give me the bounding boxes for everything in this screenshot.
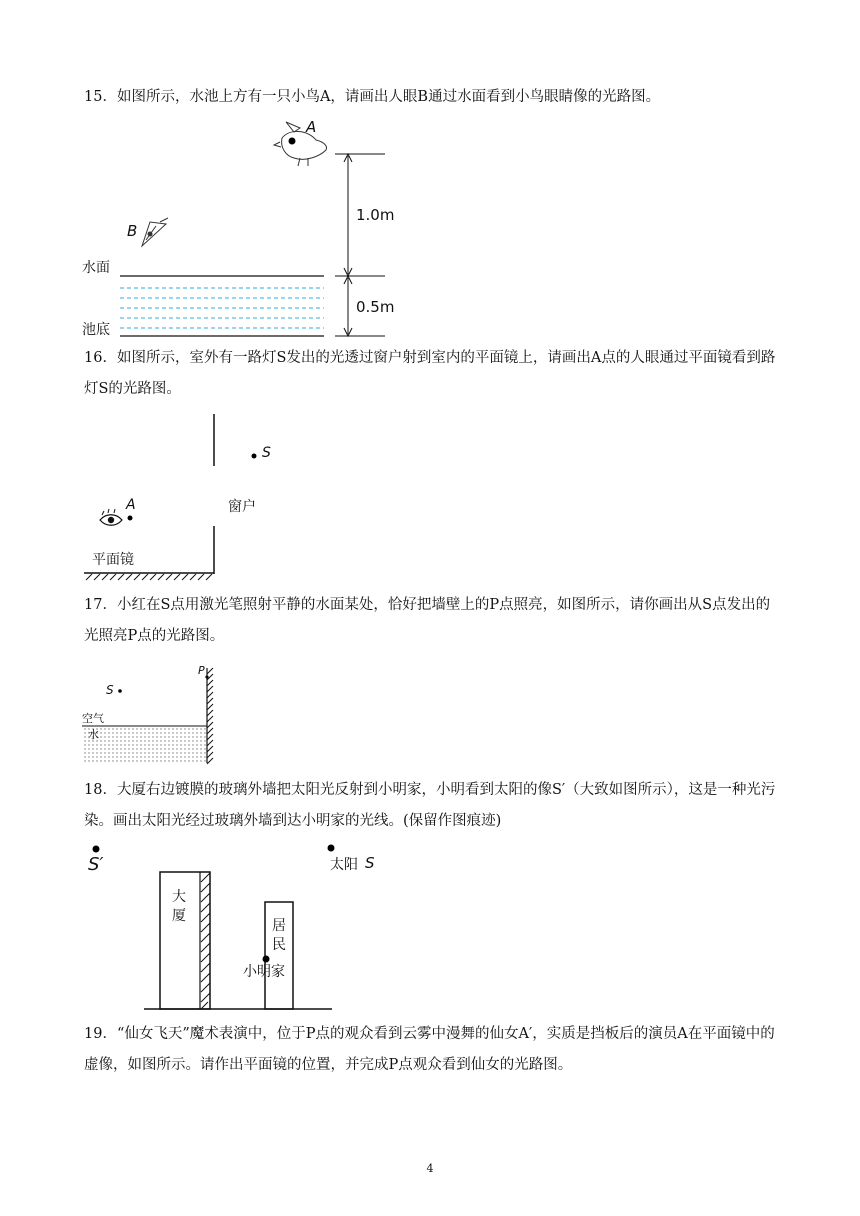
label-building-2: 厦 xyxy=(172,908,186,924)
eye-icon xyxy=(100,509,122,525)
water-hatch xyxy=(120,288,324,328)
figure-17 xyxy=(80,660,230,770)
label-window: 窗户 xyxy=(228,499,256,515)
question-19-text: 19．“仙女飞天”魔术表演中，位于P点的观众看到云雾中漫舞的仙女A′，实质是挡板后的演员A在平面镜中的虚像，如图所示。请作出平面镜的位置，并完成P点观众看到仙女的光路图。 xyxy=(84,1026,775,1073)
label-water: 水 xyxy=(88,728,99,741)
figure-15 xyxy=(80,112,420,342)
label-S: S xyxy=(365,854,375,872)
label-P: P xyxy=(198,664,205,677)
figure-18 xyxy=(80,840,390,1015)
point-sun xyxy=(328,845,335,852)
point-A xyxy=(128,516,133,521)
label-water-surface: 水面 xyxy=(82,260,110,276)
label-B: B xyxy=(127,222,138,240)
label-xiaoming-home: 小明家 xyxy=(243,964,285,980)
label-resident-1: 居 xyxy=(272,918,286,934)
water-region xyxy=(82,727,207,763)
mirror-hatch xyxy=(86,574,212,580)
bird-eye-point xyxy=(289,138,296,145)
dim-lower: 0.5m xyxy=(356,298,395,316)
question-17-text: 17．小红在S点用激光笔照射平静的水面某处，恰好把墙壁上的P点照亮，如图所示，请你画出从S点发出的光照亮P点的光路图。 xyxy=(84,597,771,644)
label-sun: 太阳 xyxy=(330,857,358,873)
point-S-prime xyxy=(93,846,100,853)
label-S: S xyxy=(106,683,114,697)
bird-icon xyxy=(274,122,327,166)
eye-icon xyxy=(142,218,168,246)
label-resident-2: 民 xyxy=(272,937,286,953)
question-18-text: 18．大厦右边镀膜的玻璃外墙把太阳光反射到小明家，小明看到太阳的像S′（大致如图所示），这是一种光污染。画出太阳光经过玻璃外墙到达小明家的光线。(保留作图痕迹) xyxy=(84,782,776,829)
label-A: A xyxy=(126,497,136,513)
wall-hatch xyxy=(207,668,213,764)
label-A: A xyxy=(306,118,317,136)
point-S xyxy=(118,689,122,693)
label-pool-bottom: 池底 xyxy=(82,322,110,338)
page-number: 4 xyxy=(426,1162,434,1175)
label-S: S xyxy=(262,445,271,461)
label-air: 空气 xyxy=(82,712,104,725)
question-15-text: 15．如图所示，水池上方有一只小鸟A，请画出人眼B通过水面看到小鸟眼睛像的光路图。 xyxy=(84,89,661,105)
dim-upper: 1.0m xyxy=(356,206,395,224)
glass-wall-hatch xyxy=(201,873,210,1009)
figure-16 xyxy=(80,410,300,585)
lamp-point xyxy=(252,454,257,459)
label-S-prime: S′ xyxy=(88,854,104,875)
label-building-1: 大 xyxy=(172,889,186,905)
point-xiaoming-home xyxy=(263,956,270,963)
question-16-text: 16．如图所示，室外有一路灯S发出的光透过窗户射到室内的平面镜上，请画出A点的人眼通过平面镜看到路灯S的光路图。 xyxy=(84,350,776,397)
label-mirror: 平面镜 xyxy=(92,552,134,568)
